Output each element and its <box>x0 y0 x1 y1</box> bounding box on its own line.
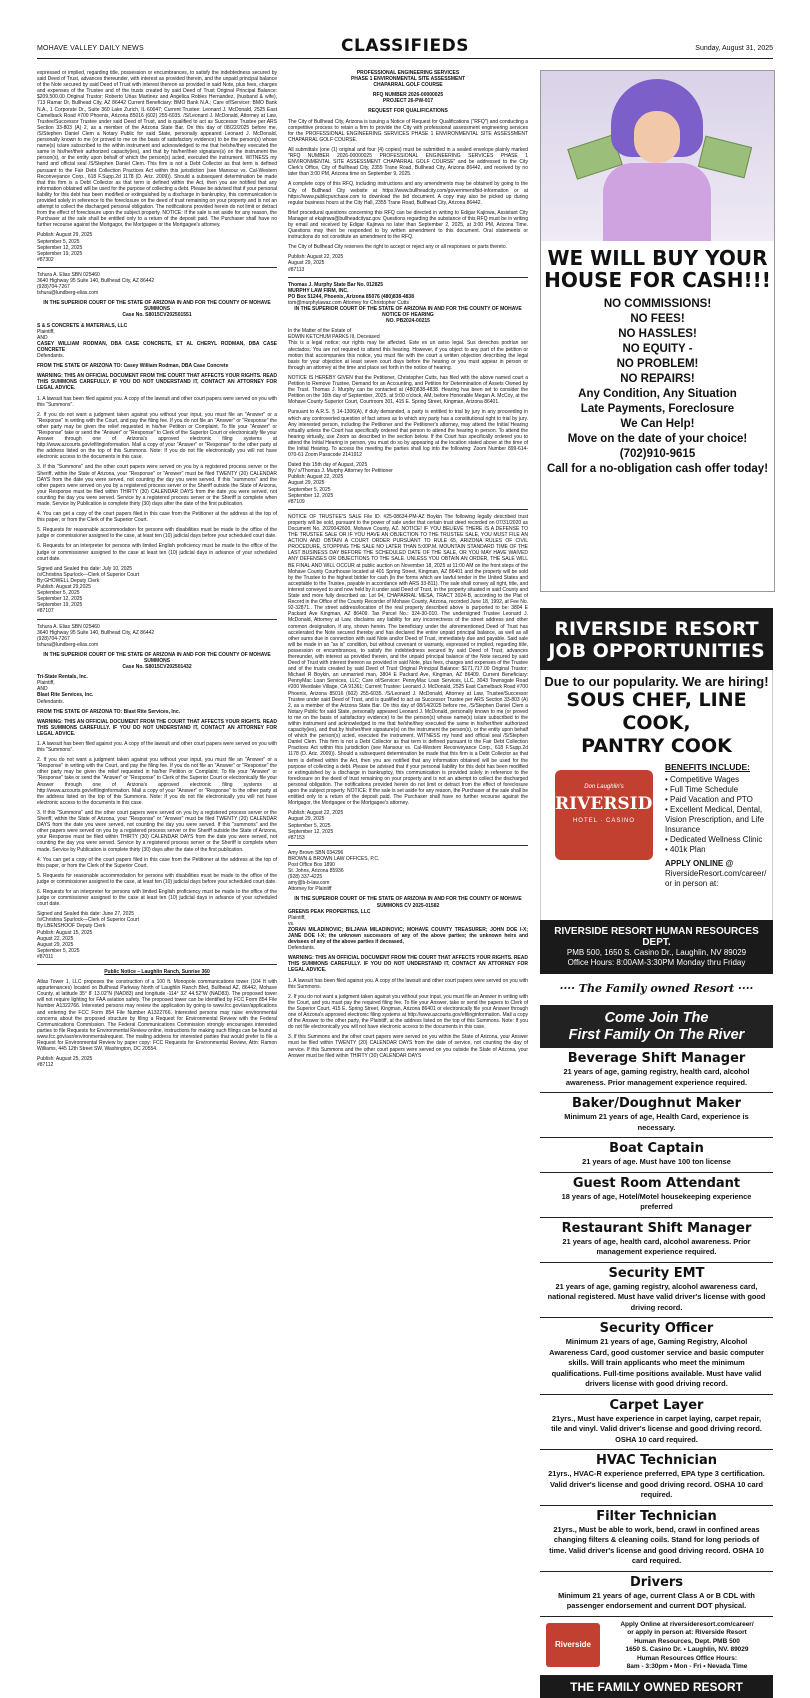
benefits-list: BENEFITS INCLUDE: • Competitive Wages • Full Time Schedule • Paid Vacation and PTO • Excellent Medical, Dental, Vision Prescription, and Life Insurance • Dedicated Wellness Clinic • 401k Plan APPLY ONLINE @ RiversideResort.com/career/ or in person at: <box>665 762 770 889</box>
rfq-title: PROFESSIONAL ENGINEERING SERVICES <box>356 70 460 76</box>
tagline: ···· The Family owned Resort ···· <box>559 982 754 995</box>
divider <box>288 277 528 278</box>
page-header <box>37 36 773 59</box>
summons-warning: WARNING: THIS AN OFFICIAL DOCUMENT FROM THE COURT THAT AFFECTS YOUR RIGHTS. READ THIS SUMMONS CAREFULLY. IF YOU DO NOT UNDERSTAND IT, CONTACT AN ATTORNEY FOR LEGAL ADVICE. <box>37 373 277 392</box>
job-listing: Security EMT 21 years of age, gaming registry, alcohol awareness card, national registered. Must have valid driver's license with good driving record. <box>540 1263 773 1319</box>
job-listing: Guest Room Attendant 18 years of age, Hotel/Motel housekeeping experience preferred <box>540 1173 773 1218</box>
section-title: CLASSIFIEDS <box>341 36 469 56</box>
job-listing: Restaurant Shift Manager 21 years of age, health card, alcohol awareness. Prior management experience required. <box>540 1218 773 1263</box>
divider <box>37 964 277 965</box>
attorney-address: Tshura A. Elias SBN 025460 3640 Highway 95 Suite 140, Bullhead City, AZ 86442 (928)704-7267 tshura@lundberg-elias.com <box>37 271 155 297</box>
job-listing: Filter Technician 21yrs., Must be able to work, bend, crawl in confined areas changing filters & cleaning coils. Stand for long periods of time. Valid driver's license and good driving record. OSHA 10 card required. <box>540 1506 773 1572</box>
publish-block: Publish: August 29, 2025 September 5, 2025 September 12, 2025 September 19, 2025 #87302 <box>37 232 93 263</box>
trustee-sale-notice: NOTICE OF TRUSTEE'S SALE File ID. #25-08634-PM-AZ Boykin The following legally described trust property will be sold, pursuant to the power of sale under that certain trust deed recorded on 07/31/2020 as Document No. 2020042600, Mohave County, AZ. NOTICE! IF YOU BELIEVE THERE IS A DEFENSE TO THE TRUSTEE SALE OR IF YOU HAVE AN OBJECTION TO THE TRUSTEE SALE, YOU MUST FILE AN ACTION AND OBTAIN A COURT ORDER PURSUANT TO RULE 65, ARIZONA RULES OF CIVIL PROCEDURE, STOPPING THE SALE NO LATER THAN 5:00P.M. MOUNTAIN STANDARD TIME OF THE LAST BUSINESS DAY BEFORE THE SCHEDULED DATE OF THE SALE, OR YOU MAY HAVE WAIVED ANY DEFENSES OR OBJECTIONS TO THE SALE. UNLESS YOU OBTAIN AN ORDER, THE SALE WILL BE FINAL AND WILL OCCUR at public auction on November 18, 2025 at 11:00 AM on the front steps of the Mohave County Courthouse located at 401 Spring Street, Kingman, AZ 86401 and the property will be sold by the Trustee to the highest bidder for cash (in the forms which are lawful tender in the United States and acceptable to the Trustee, payable in accordance with ARS 33-811). The sale shall convey all right, title, and interest conveyed to and now held by it under said Deed of Trust, in the property situated in said County and State and more fully described as: Lot 94, CHAPARRAL MESA, TRACT 3024-B, according to the Plat of Record in the Office of the County Recorder of Mohave County, Arizona, recorded June 18, 1992, at Fee No. 92-32871.. The street address/location of the real property described above is purported to be: 3804 E Packard Ave Kingman, AZ 86409. Tax Parcel No.: 324-30-010. The undersigned Trustee Leonard J. McDonald, Attorney at Law, disclaims any liability for any incorrectness of the street address and other common designation, if any, shown herein. The beneficiary under the aforementioned Deed of Trust has accelerated the Note secured thereby and has declared the entire unpaid principal balance, as well as all other sums due in connection with said Note and/or Deed of Trust, immediately due and payable. Said sale will be made in an "as is" condition, but without covenant or warranty, expressed or implied, regarding title, possession or encumbrances, to satisfy the indebtedness secured by said Deed of Trust, advances thereunder, with interest as provided therein, and the unpaid principal balance of the Note secured by said Deed of Trust with interest thereon as provided in said Note, plus fees, charges and expenses of the Trustee and of the trusts created by said Deed of Trust Original Principal Balance: $171,717.00 Original Trustor: Michael R Boykin, an unmarried man, 3804 E Packard Ave, Kingman, AZ 86409. Current Beneficiary: PennyMac Loan Services, LLC; Care of/Servicer: PennyMac Loan Services, LLC, 3043 Townsgate Road #200 Westlake Village, CA 91361; Current Trustee: Leonard J. McDonald, 2525 East Camelback Road #700 Phoenix, Arizona 85016 (602) 255-6035. /S/Leonard J. McDonald, Attorney at Law, Trustee/Successor Trustee under said Deed of Trust, and is qualified to act as Successor Trustee per ARS Section 33-803 (A) 2, as a member of the Arizona State Bar. On this day of 08/14/2025 before me, /S/Stephen Daniel Clem a Notary Public for said State, personally appeared Leonard J. McDonald, personally known to me (or proved to me on the basis of satisfactory evidence) to be the person(s) whose name(s) is/are subscribed to the within instrument and acknowledged to me that he/she/they executed the same in his/her/their authorized capacity(ies), and that by his/her/their signature(s) on the instrument the person(s), or the entity upon behalf of which the person(s) acted, executed the instrument. WITNESS my hand and official seal /S/Stephen Daniel Clem. This firm is not a Debt Collector as that term is defined pursuant to the Fair Debt Collection Practices Act within this jurisdiction (see Mansour vs. Cal-Western Reconveyance Corp., 618 F.Supp.2d 1178 (D. Ariz. 2009)). Should a subsequent determination be made that this firm is a Debt Collector as that term is defined within the Act, then you are notified that any information obtained will be used for the purpose of collecting a debt. Please be advised that if your personal liability for this debt has been modified or extinguished by a discharge in bankruptcy, this communication is provided solely in reference to the foreclosure on the deed of trust remaining on your property and is not an attempt to collect the discharged personal obligation. The notifications provided herein do not limit or detract from the effect of foreclosure upon the subject property. NOTICE: If the sale is set aside for any reason, the Purchaser at the sale shall be entitled only to a return of the deposit paid. The Purchaser shall have no further recourse against the Mortgagor, the Mortgagee or the Mortgagee's attorney. <box>288 513 528 807</box>
riverside-logo: Don Laughlin's RIVERSIDE HOTEL · CASINO <box>555 770 653 860</box>
job-listing: Baker/Doughnut Maker Minimum 21 years of age, Health Card, experience is necessary. <box>540 1093 773 1138</box>
apply-footer: Riverside Apply Online at riversideresort.com/career/ or apply in person at: Riverside Resort Human Resources, Dept. PMB 500 1650 S. Casino Dr. • Laughlin, NV. 89029 Human Resources Office Hours: 8am - 3:30pm • Mon - Fri • Nevada Time <box>540 1617 773 1676</box>
rfq-number: RFQ NUMBER 2026-00000025 <box>372 92 444 99</box>
job-listing: HVAC Technician 21yrs., HVAC-R experience preferred, EPA type 3 certification. Valid driver's license and good driving record. OSHA 10 card required. <box>540 1450 773 1506</box>
divider <box>37 619 277 620</box>
divider <box>37 267 277 268</box>
job-listing: Drivers Minimum 21 years of age, current Class A or B CDL with passenger endorsement and current DOT physical. <box>540 1572 773 1617</box>
family-resort-banner: THE FAMILY OWNED RESORT <box>540 1676 773 1698</box>
public-notice-title: Public Notice – Laughlin Ranch, Sunrise 360 <box>104 969 210 975</box>
ad-headline: WE WILL BUY YOUR HOUSE FOR CASH!!! <box>544 246 771 292</box>
cash-house-ad <box>540 70 775 592</box>
public-notice-body: Atlas Tower 1, LLC proposes the construction of a 100 ft. Monopole communications tower (104 ft with appurtenances) located on Bullhead Parkway North of Laughlin Ranch Blvd, Bullhead AZ, 86442, Mohave County, at latitude 35° 8' 13.02"N (NAD83) and longitude -114° 32' 44.52"W (NAD83). The proposed tower will not require lighting for FAA aviation safety. The proposed tower can be identified by FCC Form 854 File Number A1322766. Interested persons may review the application by going to www.fcc.gov/asr/applications and entering the FCC Form 854 File Number A1322766. Interested persons may raise environmental concerns about the proposed structure by filing a Request for Environmental Review with the Federal Communications Commission. The Federal Communications Commission strongly encourages interested parties to file Requests for Environmental Review online, instructions for making such filings can be found at www.fcc.gov/asr/environmentalrequest. The mailing address for interested parties that would prefer to file a Request for Environmental Review by paper copy: FCC Requests for Environmental Review, Attn: Ramon Williams, 445 12th Street SW, Washington, DC 20554. <box>37 979 277 1053</box>
ad-phone[interactable]: (702)910-9615 <box>619 448 696 460</box>
legal-column-2: PROFESSIONAL ENGINEERING SERVICES PHASE 1 ENVIRONMENTAL SITE ASSESSMENT CHAPARRAL GOLF COURSE RFQ NUMBER 2026-00000025 PROJECT 26-PW-017 REQUEST FOR QUALIFICATIONS The City of Bullhead City, Arizona is issuing a Notice of Request for Qualifications ("RFQ") and conducting a competitive process to retain a firm to provide the City with professional assessment engineering services for the PROFESSIONAL ENGINEERING SERVICES PHASE 1 ENVIRONMENTAL SITE ASSESSMENT CHAPARRAL GOLF COURSE. All submittals (one (1) original and four (4) copies) must be submitted in a sealed envelope plainly marked "RFQ NUMBER 2026-00000025 PROFESSIONAL ENGINEERING SERVICES PHASE 1 ENVIRONMENTAL SITE ASSESSMENT CHAPARRAL GOLF COURSE" and be addressed to the City Clerk's Office, City of Bullhead City, 2355 Trane Road, Bullhead City, Arizona 86442, and received by no later than 3:00 PM, Arizona time on September 9, 2025. A complete copy of this RFQ, including instructions and any amendments may be obtained by going to the City of Bullhead City website at https://www.bullheadcity.com/government/bid-information or at https://www.publicpurchase.com to download the bid document. A copy may also be picked up during regular business hours at the City Hall, 2355 Trane Road, Bullhead City, Arizona 86442. Brief procedural questions concerning this RFQ can be directed in writing to Edigar Kajinwa, Assistant City Manager at ekajinwa@bullheadcityaz.gov. Questions regarding the substance of this RFQ must be in writing by email and received by Edigar Kajinwa no later than September 2, 2025, at 3:00 PM, Arizona Time. Questions may then be responded to by written amendment to this document. Oral statements or instructions do not constitute an amendment to the RFQ. The City of Bullhead City reserves the right to accept or reject any or all responses or parts thereto. Publish: August 22, 2025 August 29, 2025 #87113 Thomas J. Murphy State Bar No. 012825 MURPHY LAW FIRM, INC. PO Box 51244, Phoenix, Arizona 85076 (480)838-4838 tom@murphylawaz.com Attorney for Christopher Cutts IN THE SUPERIOR COURT OF THE STATE OF ARIZONA IN AND FOR THE COUNTY OF MOHAVE NOTICE OF HEARING NO. PB2024-00215 In the Matter of the Estate of EDWIN KETCHUM PARKS III, Deceased This is a legal notice; our rights may be affected. Este es un aviso legal. Sus derechos podrían ser afectados. You are not required to attend this hearing. However, if you object to any part of the petition or motion that accompanies this notice, you must file with the court a written objection describing the legal basis for your objection at least seven court days before the hearing or you must appear in person or through an attorney at the time and place set forth in the notice of hearing. NOTICE IS HEREBY GIVEN that the Petitioner, Christopher Cutts, has filed with the above named court a Petition to Remove Trustee, Demand for an Accounting, and Petition for Determination of Assets Owned by the Trust. Thomas J. Murphy can be contacted at (480)838-4838. Hearing has been set to consider the Petition on the 16th day of September, 2025, at 9:00 o'clock, AM, before Honorable Megan A. McCoy, at the Mohave County Superior Court, Courtroom 301, 415 E. Spring Street, Kingman, Arizona 86401. Pursuant to A.R.S. § 14-1306(A), if duly demanded, a party is entitled to trial by jury in any proceeding in which any controverted question of fact arises as to which any party has a constitutional right to trial by jury. Any interested person, including the Petitioner and the Petitioner's attorney, may attend the Initial Hearing virtually unless the Court has specifically ordered that person to attend the hearing in person. To attend the hearing virtually, use Zoom as described in the section below. If the Court has specifically ordered you to attend the Initial Hearing in person, you must do so by appearing at the location stated above at the time of the Initial Hearing. To access the meeting the parties shall log into the following: Zoom Number 899-614-070-61 Zoom Passcode 2141912 Dated this 15th day of August, 2025 By:/ s/Thomas J. Murphy Attorney for Petitioner Publish: August 22, 2025 August 29, 2025 September 5, 2025 September 12, 2025 #87109 NOTICE OF TRUSTEE'S SALE File ID. #25-08634-PM-AZ Boykin The following legally described trust property will be sold, pursuant to the power of sale under that certain trust deed recorded on 07/31/2020 as Document No. 2020042600, Mohave County, AZ. NOTICE! IF YOU BELIEVE THERE IS A DEFENSE TO THE TRUSTEE SALE OR IF YOU HAVE AN OBJECTION TO THE TRUSTEE SALE, YOU MUST FILE AN ACTION AND OBTAIN A COURT ORDER PURSUANT TO RULE 65, ARIZONA RULES OF CIVIL PROCEDURE, STOPPING THE SALE NO LATER THAN 5:00P.M. MOUNTAIN STANDARD TIME OF THE LAST BUSINESS DAY BEFORE THE SCHEDULED DATE OF THE SALE, OR YOU MAY HAVE WAIVED ANY DEFENSES OR OBJECTIONS TO THE SALE. UNLESS YOU OBTAIN AN ORDER, THE SALE WILL BE FINAL AND WILL OCCUR at public auction on November 18, 2025 at 11:00 AM on the front steps of the Mohave County Courthouse located at 401 Spring Street, Kingman, AZ 86401 and the property will be sold by the Trustee to the highest bidder for cash (in the forms which are lawful tender in the United States and acceptable to the Trustee, payable in accordance with ARS 33-811). The sale shall convey all right, title, and interest conveyed to and now held by it under said Deed of Trust, in the property situated in said County and State and more fully described as: Lot 94, CHAPARRAL MESA, TRACT 3024-B, according to the Plat of Record in the Office of the County Recorder of Mohave County, Arizona, recorded June 18, 1992, at Fee No. 92-32871.. The street address/location of the real property described above is purported to be: 3804 E Packard Ave Kingman, AZ 86409. Tax Parcel No.: 324-30-010. The undersigned Trustee Leonard J. McDonald, Attorney at Law, disclaims any liability for any incorrectness of the street address and other common designation, if any, shown herein. The beneficiary under the aforementioned Deed of Trust has accelerated the Note secured thereby and has declared the entire unpaid principal balance, as well as all other sums due in connection with said Note and/or Deed of Trust, immediately due and payable. Said sale will be made in an "as is" condition, but without covenant or warranty, expressed or implied, regarding title, possession or encumbrances, to satisfy the indebtedness secured by said Deed of Trust, advances thereunder, with interest as provided therein, and the unpaid principal balance of the Note secured by said Deed of Trust with interest thereon as provided in said Note, plus fees, charges and expenses of the Trustee and of the trusts created by said Deed of Trust Original Principal Balance: $171,717.00 Original Trustor: Michael R Boykin, an unmarried man, 3804 E Packard Ave, Kingman, AZ 86409. Current Beneficiary: PennyMac Loan Services, LLC; Care of/Servicer: PennyMac Loan Services, LLC, 3043 Townsgate Road #200 Westlake Village, CA 91361; Current Trustee: Leonard J. McDonald, 2525 East Camelback Road #700 Phoenix, Arizona 85016 (602) 255-6035. /S/Leonard J. McDonald, Attorney at Law, Trustee/Successor Trustee under said Deed of Trust, and is qualified to act as Successor Trustee per ARS Section 33-803 (A) 2, as a member of the Arizona State Bar. On this day of 08/14/2025 before me, /S/Stephen Daniel Clem a Notary Public for said State, personally appeared Leonard J. McDonald, personally known to me (or proved to me on the basis of satisfactory evidence) to be the person(s) whose name(s) is/are subscribed to the within instrument and acknowledged to me that he/she/they executed the same in his/her/their authorized capacity(ies), and that by his/her/their signature(s) on the instrument the person(s), or the entity upon behalf of which the person(s) acted, executed the instrument. WITNESS my hand and official seal /S/Stephen Daniel Clem. This firm is not a Debt Collector as that term is defined pursuant to the Fair Debt Collection Practices Act within this jurisdiction (see Mansour vs. Cal-Western Reconveyance Corp., 618 F.Supp.2d 1178 (D. Ariz. 2009)). Should a subsequent determination be made that this firm is a Debt Collector as that term is defined within the Act, then you are notified that any information obtained will be used for the purpose of collecting a debt. Please be advised that if your personal liability for this debt has been modified or extinguished by a discharge in bankruptcy, this communication is provided solely in reference to the foreclosure on the deed of trust remaining on your property and is not an attempt to collect the discharged personal obligation. The notifications provided herein do not limit or detract from the effect of foreclosure upon the subject property. NOTICE: If the sale is set aside for any reason, the Purchaser at the sale shall be entitled only to a return of the deposit paid. The Purchaser shall have no further recourse against the Mortgagor, the Mortgagee or the Mortgagee's attorney. Publish: August 22, 2025 August 29, 2025 September 5, 2025 September 12, 2025 #87153 Amy Brown SBN 034296 BROWN & BROWN LAW OFFICES, P.C. Post Office Box 1890 St. Johns, Arizona 85936 (928) 337-4225 amy@b-b-law.com Attorney for Plaintiff IN THE SUPERIOR COURT OF THE STATE OF ARIZONA IN AND FOR THE COUNTY OF MOHAVE SUMMONS CV 2025-01582 GREENS PEAK PROPERTIES, LLC Plaintiff, vs. ZORAN MILADINOVIC; BILJANA MILADINOVIC; MOHAVE COUNTY TREASURER; JOHN DOE I-X; JANE DOE I-X; the unknown successors of any of the above parties; the unknown heirs and devisees of any of the above parties if deceased, Defendants. WARNING: THIS AN OFFICIAL DOCUMENT FROM THE COURT THAT AFFECTS YOUR RIGHTS. READ THIS SUMMONS CAREFULLY. IF YOU DO NOT UNDERSTAND IT, CONTACT AN ATTORNEY FOR LEGAL ADVICE. 1. A lawsuit has been filed against you. A copy of the lawsuit and other court papers were served on you with this Summons. 2. If you do not want a judgment taken against you without your input, you must file an Answer in writing with the Court, and you must pay the required filing fee. To file your Answer, take or send the papers to Clerk of the Superior Court, 415 E. Spring Street, Kingman, Arizona 86401 or electronically file your Answer through one of Arizona's approved electronic filing systems at http://www.azcourts.gov/efilinginformation. Mail a copy of the Answer to the other party, the Plaintiff, at the address listed on the top of this Summons. Note: If you do not file electronically you will not have electronic access to the documents in this case. 3. If this Summons and the other court papers were served on you within the State of Arizona, your Answer must be filed within TWENTY (20) CALENDAR DAYS from the date of service, not counting the day of service. If this Summons and the other court papers were served on you outside the State of Arizona, your Answer must be filed within THIRTY (30) CALENDAR DAYS <box>288 70 528 1059</box>
court-heading: IN THE SUPERIOR COURT OF THE STATE OF ARIZONA IN AND FOR THE COUNTY OF MOHAVE <box>43 300 271 307</box>
cash-bill-icon <box>698 136 752 179</box>
divider <box>288 845 528 846</box>
riverside-jobs-ad <box>540 608 773 1694</box>
job-listing: Security Officer Minimum 21 years of age, Gaming Registry, Alcohol Awareness Card, good customer service and basic computer skills. Will train applicants who meet the minimum qualifications. Full-time positions available. Must have valid drivers license with good driving record. <box>540 1318 773 1395</box>
join-banner: Come Join The First Family On The River <box>540 1005 773 1048</box>
ad-photo <box>541 71 774 241</box>
legal-column-1: expressed or implied, regarding title, possession or encumbrances, to satisfy the indebtedness secured by said Deed of Trust, advances thereunder, with interest as provided therein, and the unpaid principal balance of the Note secured by said Deed of Trust with interest thereon as provided in said Note, plus fees, charges and expenses of the Trustee and of the trusts created by said Deed of Trust Original Principal Balance: $209,500.00 Original Trustor: Roberto Urias Martinez and Angelica Robles Hernandez, (husband & wife), 713 Ramar Dr, Bullhead City, AZ 86442 Current Beneficiary: BMO Bank N.A.; Care of/Servicer: BMO Bank N.A., 1 Corporate Dr., Suite 360 Lake Zurich, IL 60047; Current Trustee: Leonard J. McDonald, 2525 East Camelback Road #700 Phoenix, Arizona 85016 (602) 255-6035. /S/Leonard J. McDonald, Attorney at Law, Trustee/Successor Trustee under said Deed of Trust, and is qualified to act as Successor Trustee per ARS Section 33-803 (A) 2, as a member of the Arizona State Bar. On this day of 08/22/2025 before me, /S/Stephen Daniel Clem a Notary Public for said State, personally appeared Leonard J. McDonald, personally known to me (or proved to me on the basis of satisfactory evidence) to be the person(s) whose name(s) is/are subscribed to the within instrument and acknowledged to me that he/she/they executed the same in his/her/their authorized capacity(ies), and that by his/her/their signature(s) on the instrument the person(s), or the entity upon behalf of which the person(s) acted, executed the instrument. WITNESS my hand and official seal /S/Stephen Daniel Clem. This firm is not a Debt Collector as that term is defined pursuant to the Fair Debt Collection Practices Act within this jurisdiction (see Mansour vs. Cal-Western Reconveyance Corp., 618 F.Supp.2d 1178 (D. Ariz. 2009)). Should a subsequent determination be made that this firm is a Debt Collector as that term is defined within the Act, then you are notified that any information obtained will be used for the purpose of collecting a debt. Please be advised that if your personal liability for this debt has been modified or extinguished by a discharge in bankruptcy, this communication is provided solely in reference to the foreclosure on the deed of trust remaining on your property and is not an attempt to collect the discharged personal obligation. The notifications provided herein do not limit or detract from the effect of foreclosure upon the subject property. NOTICE: If the sale is set aside for any reason, the Purchaser at the sale shall be entitled only to a return of the deposit paid. The Purchaser shall have no further recourse against the Mortgagor, the Mortgagee or the Mortgagee's attorney. Publish: August 29, 2025 September 5, 2025 September 12, 2025 September 19, 2025 #87302 Tshura A. Elias SBN 025460 3640 Highway 95 Suite 140, Bullhead City, AZ 86442 (928)704-7267 tshura@lundberg-elias.com IN THE SUPERIOR COURT OF THE STATE OF ARIZONA IN AND FOR THE COUNTY OF MOHAVE SUMMONS Case No. S8015CV202501551 S & S CONCRETE & MATERIALS, LLC Plaintiff, AND CASEY WILLIAM RODMAN, DBA CASE CONCRETE, ET AL CHERYL RODMAN, DBA CASE CONCRETE Defendants. FROM THE STATE OF ARIZONA TO: Casey William Rodman, DBA Case Concrete WARNING: THIS AN OFFICIAL DOCUMENT FROM THE COURT THAT AFFECTS YOUR RIGHTS. READ THIS SUMMONS CAREFULLY. IF YOU DO NOT UNDERSTAND IT, CONTACT AN ATTORNEY FOR LEGAL ADVICE. 1. A lawsuit has been filed against you. A copy of the lawsuit and other court papers were served on you with this "Summons". 2. If you do not want a judgment taken against you without your input, you must file an "Answer" or a "Response" in writing with the Court, and pay the filing fee. If you do not file an "Answer" or "Response" the other party may be given the relief requested in his/her Petition or Complaint. To file your "Answer" or "Response" take or send the "Answer" or "Response" to Clerk of the Superior Court or electronically file your Answer through one of Arizona's approved electronic filing systems at http://www.azcourts.gov/efilinginformation. Mail a copy of your "Answer" or "Response" to the other party at the address listed on the top of this Summons. Note: If you do not file electronically you will not have electronic access to the documents in this case. 3. If this "Summons" and the other court papers were served on you by a registered process server or the Sheriff, within the State of Arizona, your "Response" or "Answer" must be filed TWENTY (20) CALENDAR DAYS from the date you were served, not counting the day you were served. If this "summons" and the other papers were served on you by a registered process server or the Sheriff outside the State of Arizona, your Response must be filed within THIRTY (30) CALENDAR DAYS from the date you were served, not counting the day you were served. Service by a registered process server or the Sheriff is complete when made. Service by Publication is complete thirty (30) days after the date of the first publication. 4. You can get a copy of the court papers filed in this case from the Petitioner at the address at the top of this paper, or from the Clerk of the Superior Court. 5. Requests for reasonable accommodation for persons with disabilities must be made to the office of the judge or commissioner assigned to the case, at least ten (10) judicial days before your scheduled court date. 6. Requests for an interpreter for persons with limited English proficiency must be made to the office of the judge or commissioner assigned to the case at least ten (10) judicial days in advance of your scheduled court date. Signed and Sealed this date: July 10, 2025 /s/Christina Spurlock—Clerk of Superior Court By:GHOWELL Deputy Clerk Publish: August 29,2025 September 5, 2025 September 12, 2025 September 19, 2025 #87107 Tshura A. Elias SBN 025460 3640 Highway 95 Suite 140, Bullhead City, AZ 86442 (928)704-7267 tshura@lundberg-elias.com IN THE SUPERIOR COURT OF THE STATE OF ARIZONA IN AND FOR THE COUNTY OF MOHAVE SUMMONS Case No. S8015CV202501432 Tri-State Rentals, Inc. Plaintiff, AND Blast Rite Services, Inc. Defendants. FROM THE STATE OF ARIZONA TO: Blast Rite Services, Inc. WARNING: THIS AN OFFICIAL DOCUMENT FROM THE COURT THAT AFFECTS YOUR RIGHTS. READ THIS SUMMONS CAREFULLY. IF YOU DO NOT UNDERSTAND IT, CONTACT AN ATTORNEY FOR LEGAL ADVICE. 1. A lawsuit has been filed against you. A copy of the lawsuit and other court papers were served on you with this "Summons". 2. If you do not want a judgment taken against you without your input, you must file an "Answer" or a "Response" in writing with the Court, and pay the filing fee. If you do not file an "Answer" or "Response" the other party may be given the relief requested in his/her Petition or Complaint. To file your "Answer" or "Response" take or send the "Answer" or "Response" to Clerk of the Superior Court or electronically file your Answer through one of Arizona's approved electronic filing systems at http://www.azcourts.gov/efilinginformation. Mail a copy of your "Answer" or "Response" to the other party at the address listed on the top of this Summons. Note: If you do not file electronically you will not have electronic access to the documents in this case. 3. If this "Summons" and the other court papers were served on you by a registered process server or the Sheriff, within the State of Arizona, your "Response" or "Answer" must be filed TWENTY (20) CALENDAR DAYS from the date you were served, not counting the day you were served. If this "summons" and the other papers were served on you by a registered process server or the Sheriff outside the State of Arizona, your Response must be filed within THIRTY (30) CALENDAR DAYS from the date you were served, not counting the day you were served. Service by a registered process server or the Sheriff is complete when made. Service by Publication is complete thirty (30) days after the date of the first publication. 4. You can get a copy of the court papers filed in this case from the Petitioner at the address at the top of this paper, or from the Clerk of the Superior Court. 5. Requests for reasonable accommodation for persons with disabilities must be made to the office of the judge or commissioner assigned to the case, at least ten (10) judicial days before your scheduled court date. 6. Requests for an interpreter for persons with limited English proficiency must be made to the office of the judge or commissioner assigned to the case at least ten (10) judicial days in advance of your scheduled court date. Signed and Sealed this date: June 27, 2025 /s/Christina Spurlock—Clerk of Superior Court By LBENSHOOF Deputy Clerk Publish: August 15, 2025 August 22, 2025 August 29, 2025 September 5, 2025 #87011 Public Notice – Laughlin Ranch, Sunrise 360 Atlas Tower 1, LLC proposes the construction of a 100 ft. Monopole communications tower (104 ft with appurtenances) located on Bullhead Parkway North of Laughlin Ranch Blvd, Bullhead AZ, 86442, Mohave County, at latitude 35° 8' 13.02"N (NAD83) and longitude -114° 32' 44.52"W (NAD83). The proposed tower will not require lighting for FAA aviation safety. The proposed tower can be identified by FCC Form 854 File Number A1322766. Interested persons may review the application by going to www.fcc.gov/asr/applications and entering the FCC Form 854 File Number A1322766. Interested persons may raise environmental concerns about the proposed structure by filing a Request for Environmental Review with the Federal Communications Commission. The Federal Communications Commission strongly encourages interested parties to file Requests for Environmental Review online, instructions for making such filings can be found at www.fcc.gov/asr/environmentalrequest. The mailing address for interested parties that would prefer to file a Request for Environmental Review by paper copy: FCC Requests for Environmental Review, Attn: Ramon Williams, 445 12th Street SW, Washington, DC 20554. Publish: August 25, 2025 #87112 <box>37 70 277 1069</box>
ad-lines: NO COMMISSIONS! NO FEES! NO HASSLES! NO EQUITY - NO PROBLEM! NO REPAIRS! Any Condition, Any Situation Late Payments, Foreclosure We Can Help! Move on the date of your choice! (702)910-9615 Call for a no-obligation cash offer today! <box>541 297 774 477</box>
kitchen-hiring-panel: Due to our popularity. We are hiring! SOUS CHEF, LINE COOK, PANTRY COOK Don Laughlin's RIVERSIDE HOTEL · CASINO BENEFITS INCLUDE: • Competitive Wages • Full Time Schedule • Paid Vacation and PTO • Excellent Medical, Dental, Vision Prescription, and Life Insurance • Dedicated Wellness Clinic • 401k Plan APPLY ONLINE @ RiversideResort.com/career/ or in person at: <box>540 670 773 920</box>
issue-date: Sunday, August 31, 2025 <box>695 45 773 52</box>
riverside-logo-small: Riverside <box>546 1623 600 1667</box>
trustee-sale-continued: expressed or implied, regarding title, possession or encumbrances, to satisfy the indebtedness secured by said Deed of Trust, advances thereunder, with interest as provided therein, and the unpaid principal balance of the Note secured by said Deed of Trust with interest thereon as provided in said Note, plus fees, charges and expenses of the Trustee and of the trusts created by said Deed of Trust Original Principal Balance: $209,500.00 Original Trustor: Roberto Urias Martinez and Angelica Robles Hernandez, (husband & wife), 713 Ramar Dr, Bullhead City, AZ 86442 Current Beneficiary: BMO Bank N.A.; Care of/Servicer: BMO Bank N.A., 1 Corporate Dr., Suite 360 Lake Zurich, IL 60047; Current Trustee: Leonard J. McDonald, 2525 East Camelback Road #700 Phoenix, Arizona 85016 (602) 255-6035. /S/Leonard J. McDonald, Attorney at Law, Trustee/Successor Trustee under said Deed of Trust, and is qualified to act as Successor Trustee per ARS Section 33-803 (A) 2, as a member of the Arizona State Bar. On this day of 08/22/2025 before me, /S/Stephen Daniel Clem a Notary Public for said State, personally appeared Leonard J. McDonald, personally known to me (or proved to me on the basis of satisfactory evidence) to be the person(s) whose name(s) is/are subscribed to the within instrument and acknowledged to me that he/she/they executed the same in his/her/their authorized capacity(ies), and that by his/her/their signature(s) on the instrument the person(s), or the entity upon behalf of which the person(s) acted, executed the instrument. WITNESS my hand and official seal /S/Stephen Daniel Clem. This firm is not a Debt Collector as that term is defined pursuant to the Fair Debt Collection Practices Act within this jurisdiction (see Mansour vs. Cal-Western Reconveyance Corp., 618 F.Supp.2d 1178 (D. Ariz. 2009)). Should a subsequent determination be made that this firm is a Debt Collector as that term is defined within the Act, then you are notified that any information obtained will be used for the purpose of collecting a debt. Please be advised that if your personal liability for this debt has been modified or extinguished by a discharge in bankruptcy, this communication is provided solely in reference to the foreclosure on the deed of trust remaining on your property and is not an attempt to collect the discharged personal obligation. The notifications provided herein do not limit or detract from the effect of foreclosure upon the subject property. NOTICE: If the sale is set aside for any reason, the Purchaser at the sale shall be entitled only to a return of the deposit paid. The Purchaser shall have no further recourse against the Mortgagor, the Mortgagee or the Mortgagee's attorney. <box>37 70 277 229</box>
case-number: Case No. S8015CV202501551 <box>122 312 192 319</box>
job-listing: Boat Captain 21 years of age. Must have 100 ton license <box>540 1138 773 1173</box>
apply-url[interactable]: RiversideResort.com/career/ <box>665 869 767 878</box>
hr-contact: RIVERSIDE RESORT HUMAN RESOURCES DEPT. PMB 500, 1650 S. Casino Dr., Laughlin, NV 89029 Office Hours: 8:00AM-3:30PM Monday thru Friday <box>540 920 773 974</box>
paper-name: MOHAVE VALLEY DAILY NEWS <box>37 45 144 52</box>
divider <box>288 509 528 510</box>
jobs-header: RIVERSIDE RESORT JOB OPPORTUNITIES <box>540 608 773 670</box>
job-listing: Carpet Layer 21yrs., Must have experience in carpet laying, carpet repair, tile and vinyl. Valid driver's license and good driving record. OSHA 10 card required. <box>540 1395 773 1451</box>
person-shirt <box>603 163 711 241</box>
job-listing: Beverage Shift Manager 21 years of age, gaming registry, health card, alcohol awareness. Prior management experience required. <box>540 1048 773 1093</box>
person-face <box>634 111 680 163</box>
case-number-2: Case No. S8015CV202501432 <box>122 664 192 671</box>
